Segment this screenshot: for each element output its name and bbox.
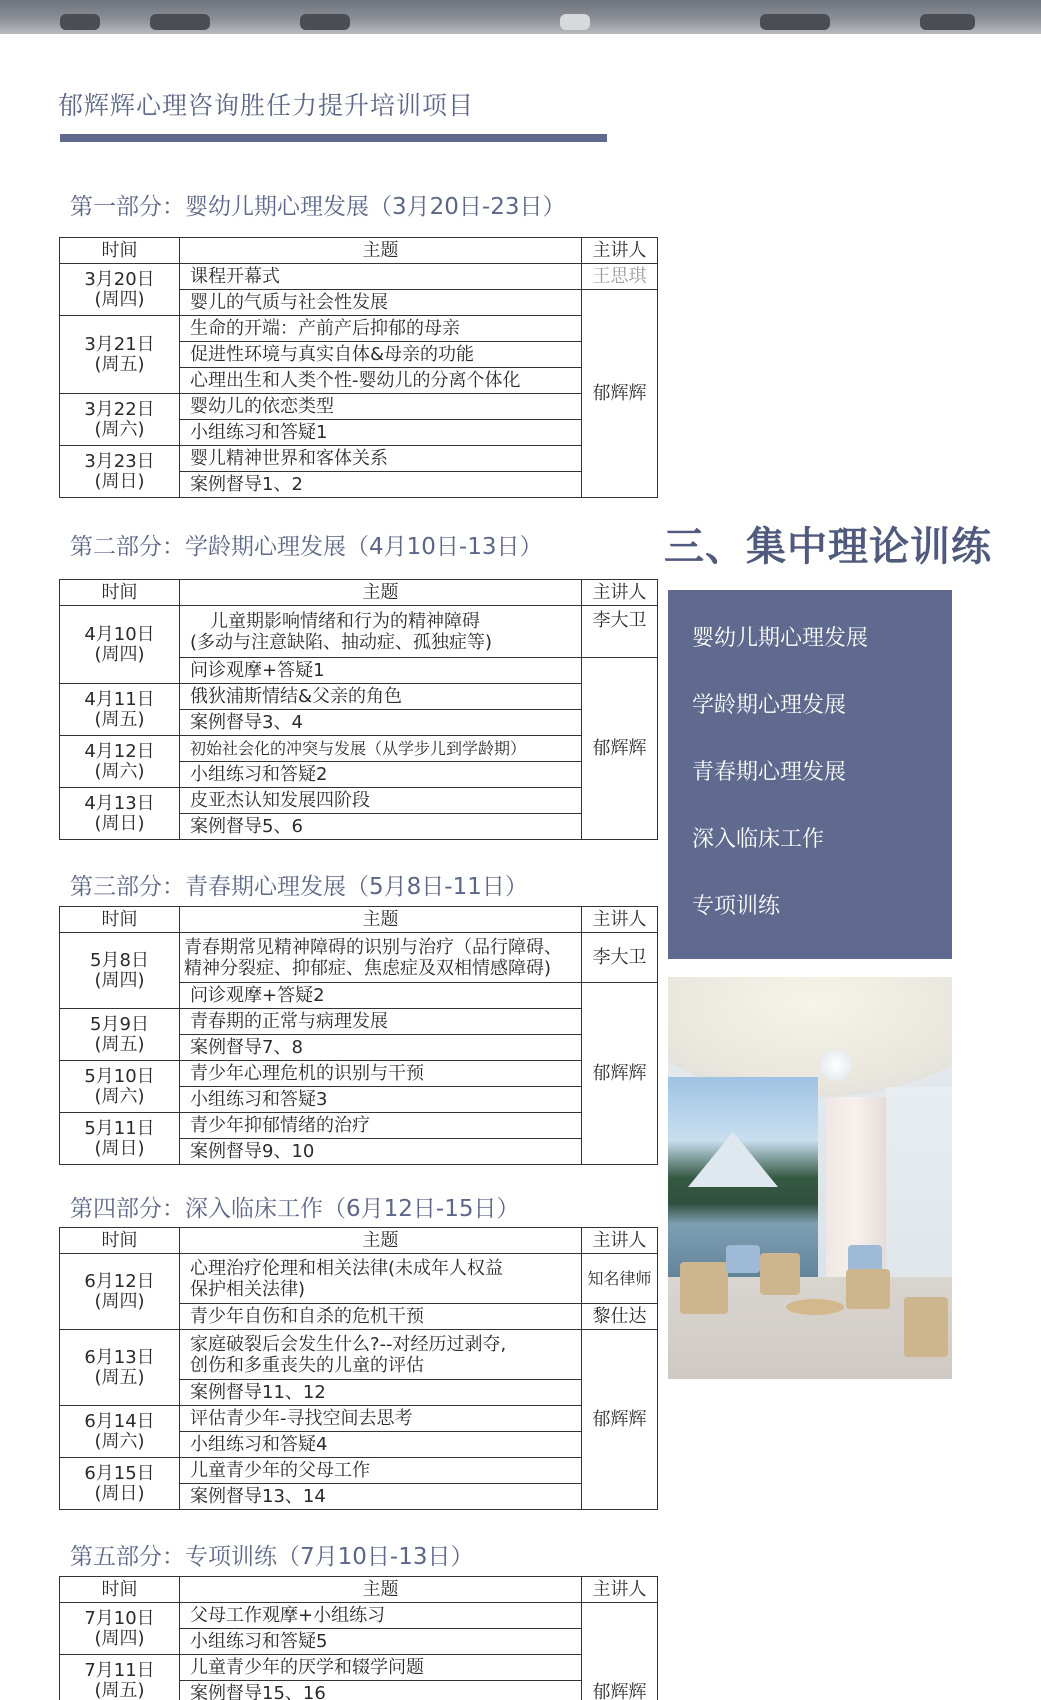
table-row: [60, 1061, 658, 1087]
date-cell: 7月10日 (周四): [60, 1603, 180, 1655]
pendant-lamp-icon: [820, 1049, 852, 1081]
topic-cell: 案例督导9、10: [180, 1139, 582, 1165]
header-speaker: 主讲人: [582, 907, 658, 933]
room-photo: [668, 977, 952, 1379]
date-cell: 4月10日 (周四): [60, 606, 180, 684]
topic-cell: 生命的开端：产前产后抑郁的母亲: [180, 316, 582, 342]
table-header-row: [60, 1577, 658, 1603]
table-row: [60, 736, 658, 762]
speaker-cell: 郁辉辉: [582, 290, 658, 498]
header-speaker: 主讲人: [582, 580, 658, 606]
table-row: [60, 1009, 658, 1035]
header-speaker: 主讲人: [582, 1577, 658, 1603]
table-row: [60, 1655, 658, 1681]
header-time: 时间: [60, 580, 180, 606]
date-cell: 5月8日 (周四): [60, 933, 180, 1009]
topic-cell: 青春期的正常与病理发展: [180, 1009, 582, 1035]
topic-cell: 心理出生和人类个性-婴幼儿的分离个体化: [180, 368, 582, 394]
speaker-cell: 郁辉辉: [582, 658, 658, 840]
topic-cell: 家庭破裂后会发生什么?--对经历过剥夺, 创伤和多重丧失的儿童的评估: [180, 1330, 582, 1380]
topic-cell: 青少年心理危机的识别与干预: [180, 1061, 582, 1087]
speaker-cell: 郁辉辉: [582, 1330, 658, 1510]
date-cell: 6月12日 (周四): [60, 1254, 180, 1330]
date-cell: 5月10日 (周六): [60, 1061, 180, 1113]
topic-cell: 小组练习和答疑1: [180, 420, 582, 446]
coffee-table: [786, 1299, 844, 1315]
table-header-row: [60, 580, 658, 606]
table-row: [60, 788, 658, 814]
topic-cell: 小组练习和答疑4: [180, 1432, 582, 1458]
header-time: 时间: [60, 907, 180, 933]
topic-cell: 案例督导1、2: [180, 472, 582, 498]
section-heading-3: 第三部分：青春期心理发展（5月8日-11日）: [70, 874, 528, 900]
table-row: [60, 1330, 658, 1380]
table-row: [60, 606, 658, 658]
section-heading-1: 第一部分：婴幼儿期心理发展（3月20日-23日）: [70, 194, 566, 220]
topic-cell: 案例督导3、4: [180, 710, 582, 736]
topic-cell: 父母工作观摩+小组练习: [180, 1603, 582, 1629]
section-heading-5: 第五部分：专项训练（7月10日-13日）: [70, 1544, 474, 1570]
header-speaker: 主讲人: [582, 1228, 658, 1254]
speaker-cell: 李大卫: [582, 933, 658, 983]
speaker-cell: 王思琪: [582, 264, 658, 290]
header-time: 时间: [60, 1228, 180, 1254]
side-item-adolescence: 青春期心理发展: [692, 760, 847, 785]
topic-cell: 婴幼儿的依恋类型: [180, 394, 582, 420]
topic-cell: 婴儿精神世界和客体关系: [180, 446, 582, 472]
side-item-clinical: 深入临床工作: [692, 827, 825, 852]
topic-cell: 评估青少年-寻找空间去思考: [180, 1406, 582, 1432]
header-topic: 主题: [180, 238, 582, 264]
topic-cell: 案例督导11、12: [180, 1380, 582, 1406]
table-header-row: [60, 238, 658, 264]
topic-cell: 案例督导13、14: [180, 1484, 582, 1510]
section-heading-2: 第二部分：学龄期心理发展（4月10日-13日）: [70, 534, 543, 560]
table-row: [60, 933, 658, 983]
side-heading: 三、集中理论训练: [664, 524, 992, 570]
table-header-row: [60, 1228, 658, 1254]
speaker-cell: 李大卫: [582, 606, 658, 658]
program-title: 郁辉辉心理咨询胜任力提升培训项目: [58, 91, 475, 120]
topic-cell: 青春期常见精神障碍的识别与治疗（品行障碍、 精神分裂症、抑郁症、焦虑症及双相情感障碍): [180, 933, 582, 983]
section-heading-4: 第四部分：深入临床工作（6月12日-15日）: [70, 1196, 520, 1222]
table-row: [60, 684, 658, 710]
topic-cell: 促进性环境与真实自体&母亲的功能: [180, 342, 582, 368]
side-topic-box: [668, 590, 952, 959]
date-cell: 6月14日 (周六): [60, 1406, 180, 1458]
side-item-infant: 婴幼儿期心理发展: [692, 626, 869, 651]
topic-cell: 青少年抑郁情绪的治疗: [180, 1113, 582, 1139]
schedule-table-1: [59, 237, 658, 498]
speaker-cell: 知名律师: [582, 1254, 658, 1304]
date-cell: 6月13日 (周五): [60, 1330, 180, 1406]
side-item-school-age: 学龄期心理发展: [692, 693, 847, 718]
date-cell: 5月11日 (周日): [60, 1113, 180, 1165]
table-row: [60, 264, 658, 290]
table-header-row: [60, 907, 658, 933]
speaker-cell: 郁辉辉: [582, 983, 658, 1165]
header-topic: 主题: [180, 1577, 582, 1603]
topic-cell: 儿童期影响情绪和行为的精神障碍 (多动与注意缺陷、抽动症、孤独症等): [180, 606, 582, 658]
table-row: [60, 1406, 658, 1432]
topic-cell: 问诊观摩+答疑1: [180, 658, 582, 684]
schedule-table-4: [59, 1227, 658, 1510]
date-cell: 3月22日 (周六): [60, 394, 180, 446]
table-row: [60, 1254, 658, 1304]
topic-cell: 初始社会化的冲突与发展（从学步儿到学龄期）: [180, 736, 582, 762]
date-cell: 3月20日 (周四): [60, 264, 180, 316]
schedule-table-2: [59, 579, 658, 840]
topic-cell: 儿童青少年的父母工作: [180, 1458, 582, 1484]
header-topic: 主题: [180, 907, 582, 933]
date-cell: 3月21日 (周五): [60, 316, 180, 394]
topic-cell: 皮亚杰认知发展四阶段: [180, 788, 582, 814]
topic-cell: 小组练习和答疑5: [180, 1629, 582, 1655]
date-cell: 4月11日 (周五): [60, 684, 180, 736]
header-topic: 主题: [180, 1228, 582, 1254]
header-time: 时间: [60, 238, 180, 264]
date-cell: 4月12日 (周六): [60, 736, 180, 788]
side-item-special: 专项训练: [692, 894, 781, 919]
top-photo-strip: [0, 0, 1041, 34]
topic-cell: 小组练习和答疑2: [180, 762, 582, 788]
topic-cell: 青少年自伤和自杀的危机干预: [180, 1304, 582, 1330]
topic-cell: 心理治疗伦理和相关法律(未成年人权益 保护相关法律): [180, 1254, 582, 1304]
topic-cell: 案例督导7、8: [180, 1035, 582, 1061]
title-divider: [60, 134, 607, 142]
topic-cell: 儿童青少年的厌学和辍学问题: [180, 1655, 582, 1681]
topic-cell: 小组练习和答疑3: [180, 1087, 582, 1113]
date-cell: 6月15日 (周日): [60, 1458, 180, 1510]
topic-cell: 俄狄浦斯情结&父亲的角色: [180, 684, 582, 710]
header-speaker: 主讲人: [582, 238, 658, 264]
topic-cell: 案例督导5、6: [180, 814, 582, 840]
table-row: [60, 394, 658, 420]
speaker-cell: 郁辉辉: [582, 1603, 658, 1700]
topic-cell: 案例督导15、16: [180, 1681, 582, 1700]
schedule-table-3: [59, 906, 658, 1165]
header-topic: 主题: [180, 580, 582, 606]
schedule-table-5: [59, 1576, 658, 1700]
date-cell: 4月13日 (周日): [60, 788, 180, 840]
topic-cell: 课程开幕式: [180, 264, 582, 290]
speaker-cell: 黎仕达: [582, 1304, 658, 1330]
table-row: [60, 446, 658, 472]
date-cell: 7月11日 (周五): [60, 1655, 180, 1700]
table-row: [60, 1603, 658, 1629]
date-cell: 3月23日 (周日): [60, 446, 180, 498]
header-time: 时间: [60, 1577, 180, 1603]
date-cell: 5月9日 (周五): [60, 1009, 180, 1061]
table-row: [60, 1458, 658, 1484]
topic-cell: 问诊观摩+答疑2: [180, 983, 582, 1009]
table-row: [60, 1113, 658, 1139]
topic-cell: 婴儿的气质与社会性发展: [180, 290, 582, 316]
table-row: [60, 316, 658, 342]
